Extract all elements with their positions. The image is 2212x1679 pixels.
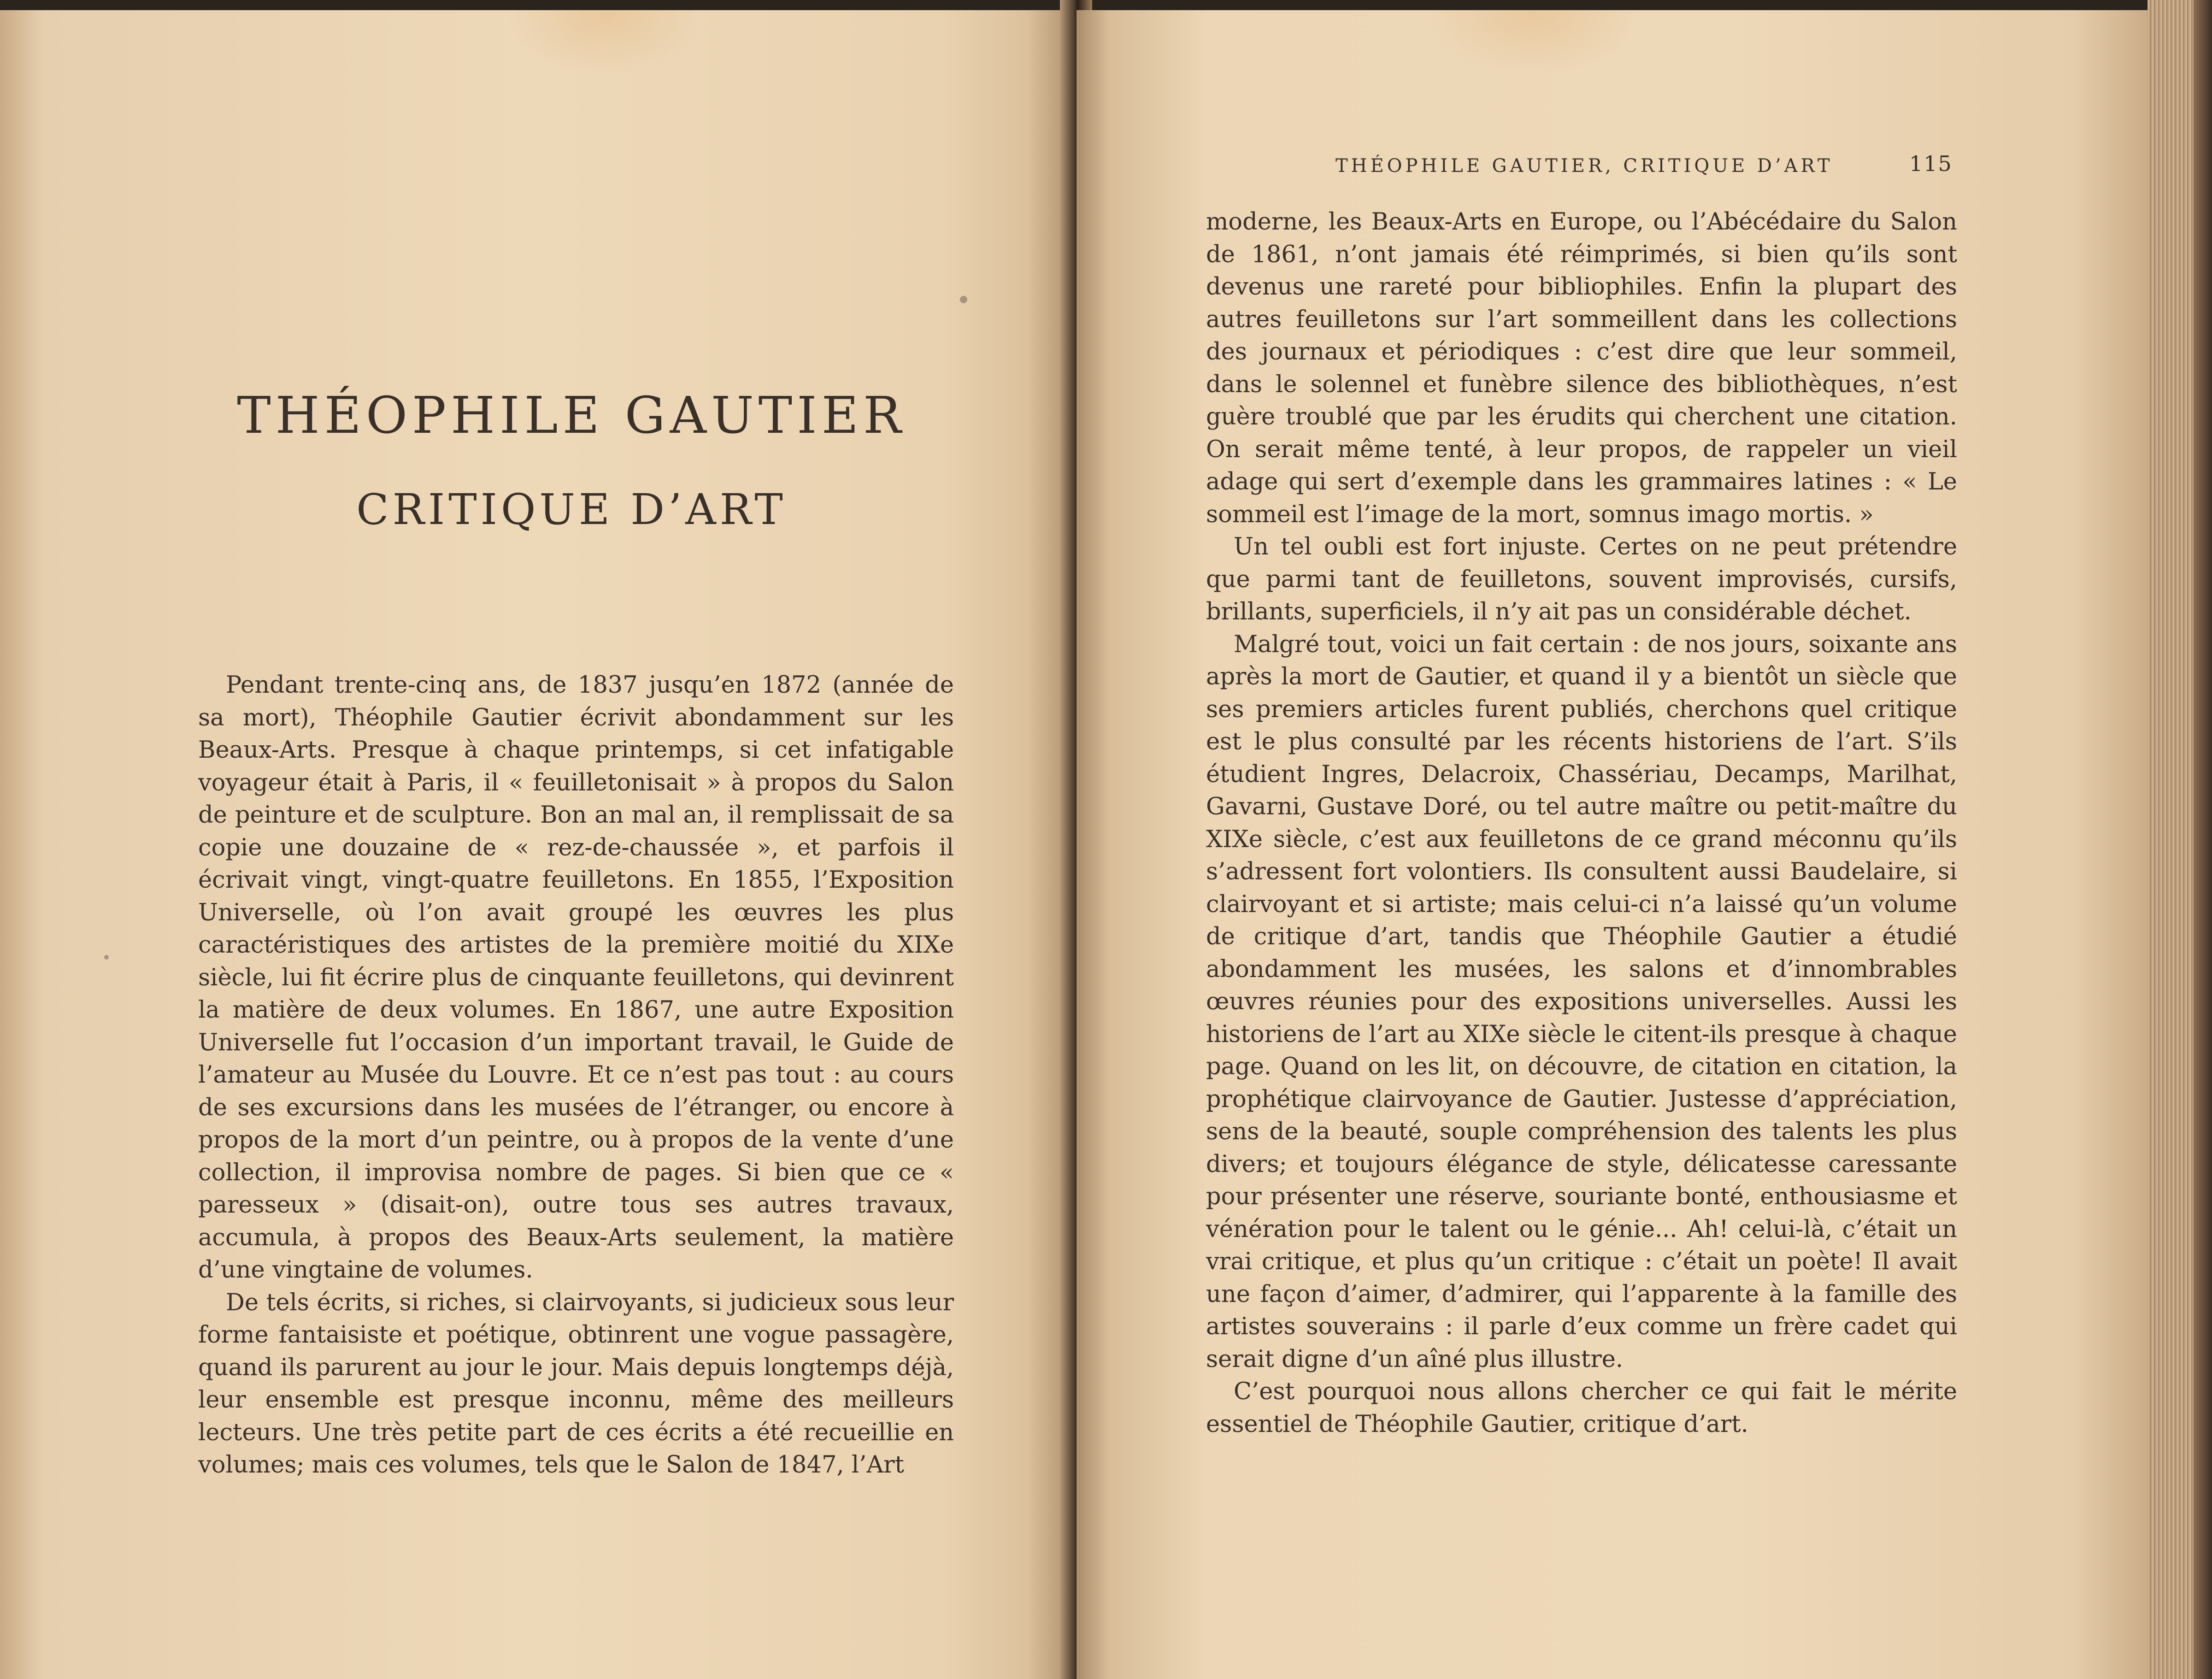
paragraph: moderne, les Beaux-Arts en Europe, ou l’Abécédaire du Salon de 1861, n’ont jamais été réimprimés, si bien qu’ils sont devenus une rareté pour bibliophiles. Enfin la plupart des autres feuilletons sur l’art sommeillent dans les collections des journaux et périodiques : c’est dire que leur sommeil, dans le solennel et funèbre silence des bibliothèques, n’est guère troublé que par les érudits qui cherchent une citation. On serait même tenté, à leur propos, de rappeler un vieil adage qui sert d’exemple dans les grammaires latines : « Le sommeil est l’image de la mort, somnus imago mortis. »	[1206, 208, 1957, 528]
left-page-body	[198, 669, 954, 1482]
paragraph: De tels écrits, si riches, si clairvoyants, si judicieux sous leur forme fantaisiste et poétique, obtinrent une vogue passagère, quand ils parurent au jour le jour. Mais depuis longtemps déjà, leur ensemble est presque inconnu, même des meilleurs lecteurs. Une très petite part de ces écrits a été recueillie en volumes; mais ces volumes, tels que le Salon de 1847, l’Art	[198, 1289, 954, 1479]
paper-stain	[1427, 10, 1639, 75]
right-page	[1077, 10, 2160, 1679]
book-edge-shadow	[2194, 0, 2212, 1679]
page-number: 115	[1909, 151, 1953, 176]
running-head: THÉOPHILE GAUTIER, CRITIQUE D’ART	[1335, 155, 1833, 177]
left-page	[0, 10, 1069, 1679]
chapter-title: THÉOPHILE GAUTIER	[237, 386, 906, 445]
paragraph: Pendant trente-cinq ans, de 1837 jusqu’en 1872 (année de sa mort), Théophile Gautier écrivit abondamment sur les Beaux-Arts. Presque à chaque printemps, si cet infatigable voyageur était à Paris, il « feuilletonisait » à propos du Salon de peinture et de sculpture. Bon an mal an, il remplissait de sa copie une douzaine de « rez-de-chaussée », et parfois il écrivait vingt, vingt-quatre feuilletons. En 1855, l’Exposition Universelle, où l’on avait groupé les œuvres les plus caractéristiques des artistes de la première moitié du XIXe siècle, lui fit écrire plus de cinquante feuilletons, qui devinrent la matière de deux volumes. En 1867, une autre Exposition Universelle fut l’occasion d’un important travail, le Guide de l’amateur au Musée du Louvre. Et ce n’est pas tout : au cours de ses excursions dans les musées de l’étranger, ou encore à propos de la mort d’un peintre, ou à propos de la vente d’une collection, il improvisa nombre de pages. Si bien que ce « paresseux » (disait-on), outre tous ses autres travaux, accumula, à propos des Beaux-Arts seulement, la matière d’une vingtaine de volumes.	[198, 672, 954, 1284]
paragraph: Malgré tout, voici un fait certain : de nos jours, soixante ans après la mort de Gautier, et quand il y a bientôt un siècle que ses premiers articles furent publiés, cherchons quel critique est le plus consulté par les récents historiens de l’art. S’ils étudient Ingres, Delacroix, Chassériau, Decamps, Marilhat, Gavarni, Gustave Doré, ou tel autre maître ou petit-maître du XIXe siècle, c’est aux feuilletons de ce grand méconnu qu’ils s’adressent fort volontiers. Ils consultent aussi Baudelaire, si clairvoyant et si artiste; mais celui-ci n’a laissé qu’un volume de critique d’art, tandis que Théophile Gautier a étudié abondamment les musées, les salons et d’innombrables œuvres réunies pour des expositions universelles. Aussi les historiens de l’art au XIXe siècle le citent-ils presque à chaque page. Quand on les lit, on découvre, de citation en citation, la prophétique clairvoyance de Gautier. Justesse d’appréciation, sens de la beauté, souple compréhension des talents les plus divers; et toujours élégance de style, délicatesse caressante pour présenter une réserve, souriante bonté, enthousiasme et vénération pour le talent ou le génie... Ah! celui-là, c’était un vrai critique, et plus qu’un critique : c’était un poète! Il avait une façon d’aimer, d’admirer, qui l’apparente à la famille des artistes souverains : il parle d’eux comme un frère cadet qui serait digne d’un aîné plus illustre.	[1206, 630, 1957, 1373]
chapter-subtitle: CRITIQUE D’ART	[356, 485, 787, 534]
paragraph: Un tel oubli est fort injuste. Certes on ne peut prétendre que parmi tant de feuilletons, souvent improvisés, cursifs, brillants, superficiels, il n’y ait pas un considérable déchet.	[1206, 533, 1957, 625]
paper-speck	[104, 955, 109, 960]
right-page-body	[1206, 206, 1957, 1441]
paragraph: C’est pourquoi nous allons chercher ce qui fait le mérite essentiel de Théophile Gautier, critique d’art.	[1206, 1378, 1957, 1438]
paper-speck	[960, 296, 967, 303]
paper-stain	[507, 10, 700, 75]
